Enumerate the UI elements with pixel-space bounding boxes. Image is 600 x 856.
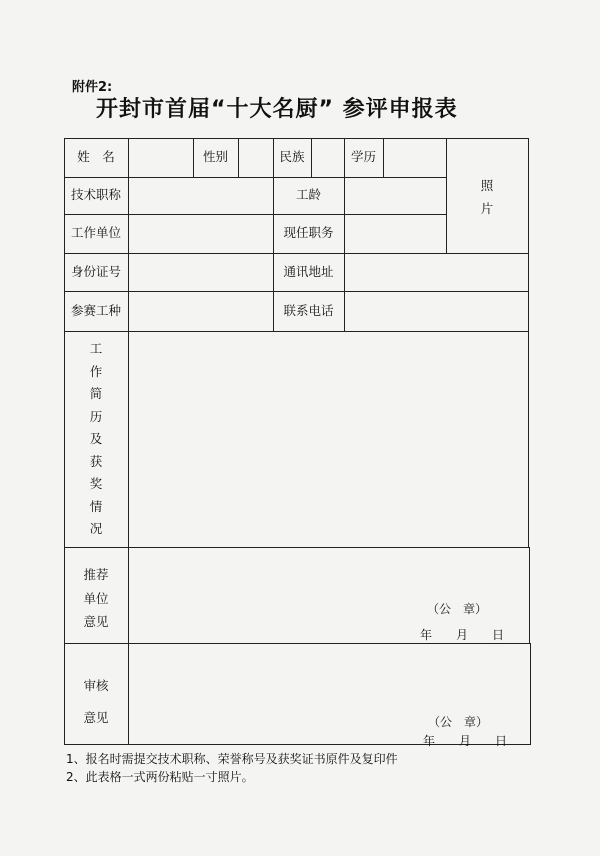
border-right (528, 138, 529, 547)
label-phone: 联系电话 (283, 302, 334, 318)
label-recommend (64, 569, 128, 629)
border-right (529, 547, 530, 643)
border-right (530, 643, 531, 744)
label-review-line: 意见 (83, 709, 109, 725)
label-recommend-line: 推荐 (83, 567, 109, 582)
label-current-post: 现任职务 (283, 225, 334, 241)
label-review-line: 审核 (83, 678, 109, 693)
label-recommend-line: 意见 (83, 614, 109, 629)
label-address: 通讯地址 (283, 263, 334, 279)
label-name: 姓 名 (77, 149, 115, 165)
col-line (311, 138, 312, 177)
label-education: 学历 (350, 149, 376, 165)
attachment-label: 附件2: (72, 80, 113, 95)
label-resume (64, 343, 128, 536)
label-resume-char: 获 (89, 453, 103, 469)
label-photo (446, 180, 528, 215)
note-2: 2、此表格一式两份粘贴一寸照片。 (66, 770, 254, 784)
label-resume-char: 况 (89, 521, 103, 536)
review-stamp: （公 章） (428, 715, 489, 729)
label-photo-char: 片 (480, 200, 494, 216)
label-resume-char: 奖 (89, 476, 103, 491)
label-tech-title: 技术职称 (70, 187, 121, 203)
label-divider (128, 138, 129, 744)
row-line (64, 547, 530, 548)
label-photo-char: 照 (480, 178, 494, 193)
label-work-years: 工龄 (295, 187, 321, 203)
label-id-number: 身份证号 (70, 263, 121, 279)
label-resume-char: 情 (89, 498, 103, 514)
col-line (238, 138, 239, 177)
col-line (383, 138, 384, 177)
label-resume-char: 简 (89, 386, 103, 401)
form-title: 开封市首届“十大名厨” 参评申报表 (96, 97, 458, 122)
label-category: 参赛工种 (70, 302, 121, 318)
label-resume-char: 及 (89, 431, 103, 446)
label-recommend-line: 单位 (83, 590, 109, 606)
note-1: 1、报名时需提交技术职称、荣誉称号及获奖证书原件及复印件 (66, 752, 398, 766)
label-review (64, 680, 128, 724)
label-resume-char: 作 (89, 363, 103, 379)
label-resume-char: 工 (89, 341, 103, 356)
row-line (64, 643, 531, 644)
review-date: 年 月 日 (423, 734, 508, 748)
recommend-stamp: （公 章） (427, 602, 488, 616)
label-resume-char: 历 (89, 408, 103, 424)
label-gender: 性别 (202, 149, 228, 165)
label-ethnicity: 民族 (279, 149, 305, 165)
row-line (64, 331, 529, 332)
recommend-date: 年 月 日 (420, 628, 505, 642)
label-work-unit: 工作单位 (70, 225, 121, 241)
